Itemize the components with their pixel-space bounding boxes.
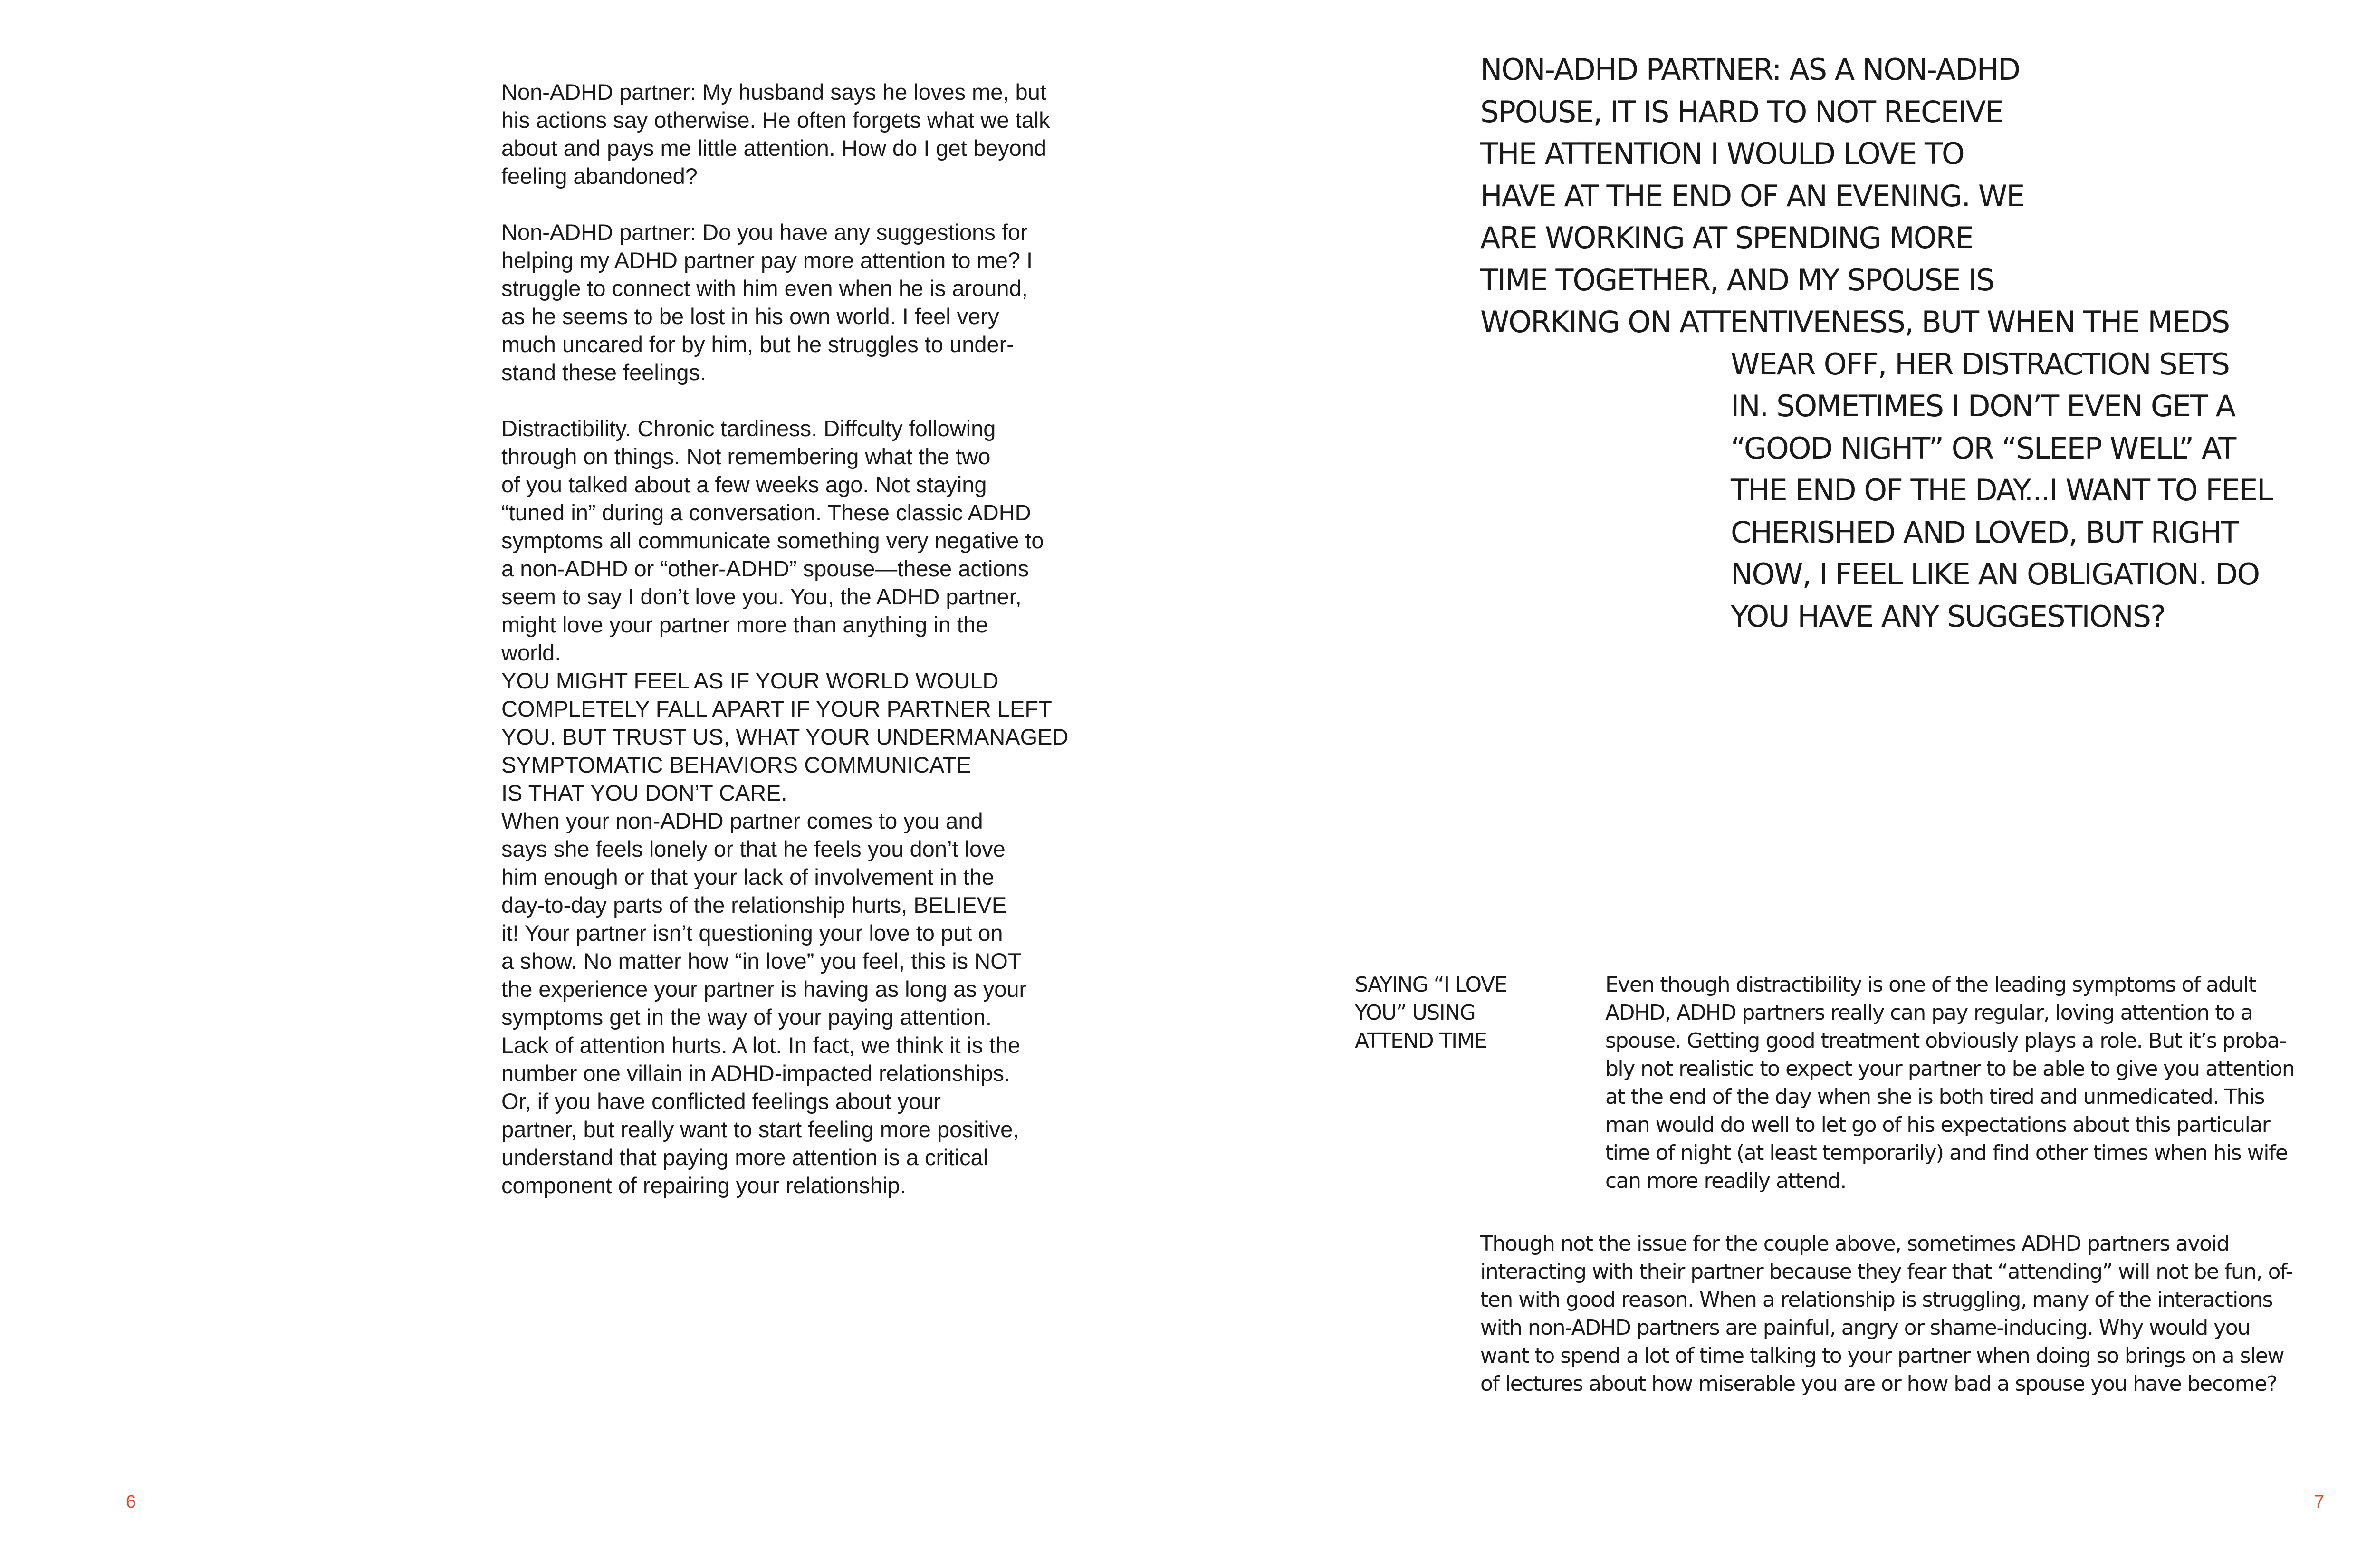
body-paragraph-treatment: Even though distractibility is one of the leading symptoms of adult ADHD, ADHD partners really can pay regular, loving attention to a spouse. Getting good treatment obviously plays a role. But it’s proba- bly not realistic to expect your partner to be able to give you attention at the end of the day when she is both tired and unmedicated. This man would do well to let go of his expectations about this particular time of night (at least temporarily) and find other times when his wife can more readily attend. — [1605, 973, 2295, 1193]
pull-quote-line: HAVE AT THE END OF AN EVENING. WE — [1480, 178, 2024, 213]
left-body-column — [501, 78, 1119, 1199]
question-paragraph-1: Non-ADHD partner: My husband says he loves me, but his actions say otherwise. He often forgets what we talk about and pays me little attention. How do I get beyond feeling abandoned? — [501, 79, 1050, 189]
body-paragraph-believe-it: When your non-ADHD partner comes to you and says she feels lonely or that he feels you don’t love him enough or that your lack of involvement in the day-to-day parts of the relationship hurts, BELIEVE it! Your partner isn’t questioning your love to put on a show. No matter how “in love” you feel, this is NOT the experience your partner is having as long as your symptoms get in the way of your paying attention. Lack of attention hurts. A lot. In fact, we think it is the number one villain in ADHD-impacted relationships. Or, if you have conflicted feelings about your partner, but really want to start feeling more positive, understand that paying more attention is a critical component of repairing your relationship. — [501, 808, 1027, 1198]
question-paragraph-2: Non-ADHD partner: Do you have any suggestions for helping my ADHD partner pay more attention to me? I struggle to connect with him even when he is around, as he seems to be lost in his own world. I feel very much uncared for by him, but he struggles to under- stand these feelings. — [501, 220, 1033, 385]
body-paragraph-avoidance: Though not the issue for the couple above, sometimes ADHD partners avoid interacting with their partner because they fear that “attending” will not be fun, of- ten with good reason. When a relationship is struggling, many of the interactions with non-ADHD partners are painful, angry or shame-inducing. Why would you want to spend a lot of time talking to your partner when doing so brings on a slew of lectures about how miserable you are or how bad a spouse you have become? — [1480, 1232, 2293, 1396]
pull-quote-line: WORKING ON ATTENTIVENESS, BUT WHEN THE MEDS — [1480, 305, 2230, 339]
pull-quote-line: YOU HAVE ANY SUGGESTIONS? — [1731, 599, 2165, 634]
body-paragraph-distractibility: Distractibility. Chronic tardiness. Diffculty following through on things. Not remembering what the two of you talked about a few weeks ago. Not staying “tuned in” during a conversation. These classic ADHD symptoms all communicate something very negative to a non-ADHD or “other-ADHD” spouse—these actions seem to say I don’t love you. You, the ADHD partner, might love your partner more than anything in the world. — [501, 416, 1044, 665]
pull-quote — [1480, 49, 2376, 638]
page-number-left: 6 — [126, 1492, 136, 1512]
pull-quote-line: WEAR OFF, HER DISTRACTION SETS — [1731, 346, 2230, 382]
pull-quote-line: NOW, I FEEL LIKE AN OBLIGATION. DO — [1731, 557, 2260, 592]
pull-quote-line: TIME TOGETHER, AND MY SPOUSE IS — [1480, 262, 1994, 297]
pull-quote-line: NON-ADHD PARTNER: AS A NON-ADHD — [1480, 52, 2020, 87]
section-label: SAYING “I LOVE YOU” USING ATTEND TIME — [1355, 973, 1507, 1053]
pull-quote-line: THE END OF THE DAY...I WANT TO FEEL — [1731, 473, 2272, 507]
pull-quote-line: SPOUSE, IT IS HARD TO NOT RECEIVE — [1480, 94, 2003, 129]
pull-quote-line: CHERISHED AND LOVED, BUT RIGHT — [1731, 515, 2238, 550]
pull-quote-line: IN. SOMETIMES I DON’T EVEN GET A — [1731, 389, 2235, 423]
pull-quote-line: ARE WORKING AT SPENDING MORE — [1480, 220, 1973, 255]
right-page — [1212, 0, 2376, 1568]
pull-quote-line: THE ATTENTION I WOULD LOVE TO — [1480, 136, 1964, 171]
page-number-right: 7 — [2314, 1492, 2325, 1512]
pull-quote-line: “GOOD NIGHT” OR “SLEEP WELL” AT — [1731, 430, 2236, 466]
body-paragraph-emphasis-caps: YOU MIGHT FEEL AS IF YOUR WORLD WOULD COMPLETELY FALL APART IF YOUR PARTNER LEFT YOU. BUT TRUST US, WHAT YOUR UNDERMANAGED SYMPTOMATIC BEHAVIORS COMMUNICATE IS THAT YOU DON’T CARE. — [501, 668, 1069, 805]
